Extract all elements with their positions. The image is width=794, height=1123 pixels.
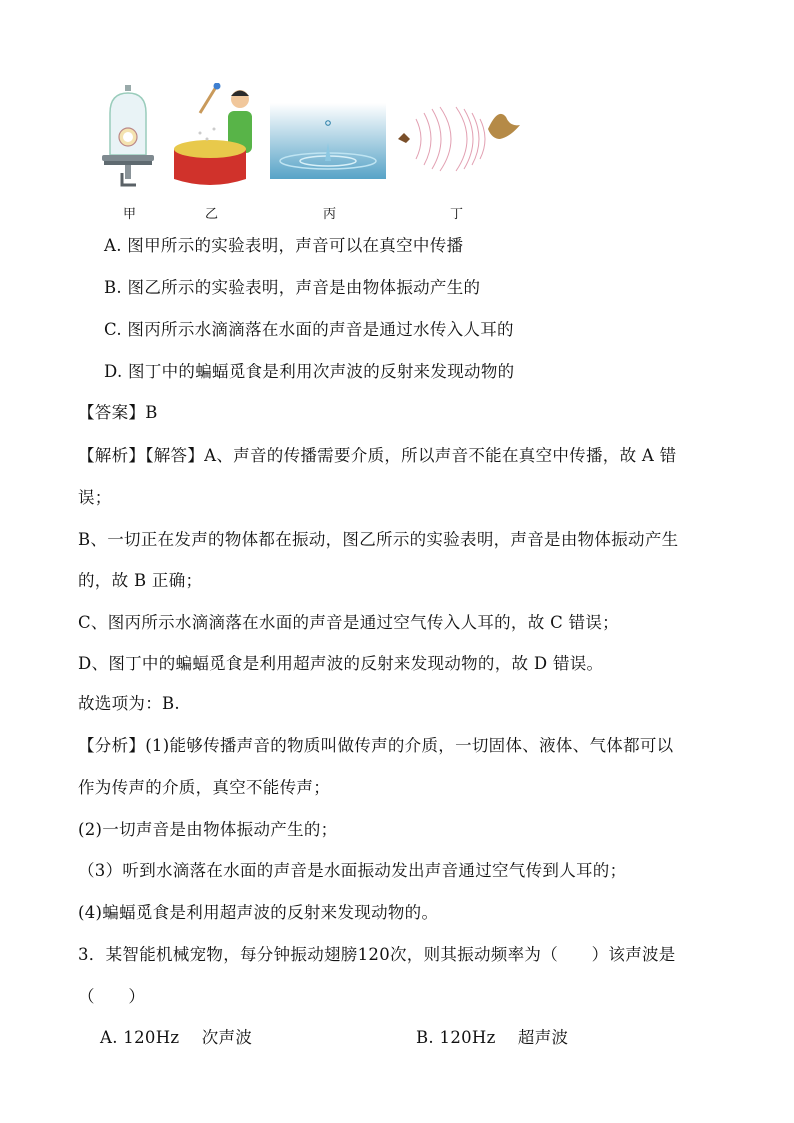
question-3-option-a: A. 120Hz 次声波	[100, 1028, 253, 1047]
caption-jia: 甲	[123, 207, 137, 222]
option-d: D. 图丁中的蝙蝠觅食是利用次声波的反射来发现动物的	[104, 362, 515, 381]
explanation-line: C、图丙所示水滴滴落在水面的声音是通过空气传入人耳的，故 C 错误；	[78, 613, 619, 632]
explanation-line: D、图丁中的蝙蝠觅食是利用超声波的反射来发现动物的，故 D 错误。	[78, 654, 604, 673]
analysis-line: (2)一切声音是由物体振动产生的；	[78, 820, 338, 839]
figure-bat-waves	[396, 103, 522, 175]
figure-bell-jar	[100, 85, 156, 190]
explanation-line: 【解析】【解答】A、声音的传播需要介质，所以声音不能在真空中传播，故 A 错	[78, 446, 677, 465]
question-3-option-b: B. 120Hz 超声波	[416, 1028, 569, 1047]
option-c: C. 图丙所示水滴滴落在水面的声音是通过水传入人耳的	[104, 320, 514, 339]
option-b: B. 图乙所示的实验表明，声音是由物体振动产生的	[104, 278, 481, 297]
explanation-line: B、一切正在发声的物体都在振动，图乙所示的实验表明，声音是由物体振动产生	[78, 530, 679, 549]
caption-yi: 乙	[205, 207, 219, 222]
caption-ding: 丁	[450, 207, 464, 222]
explanation-line: 的，故 B 正确；	[78, 571, 203, 590]
analysis-line: （3）听到水滴落在水面的声音是水面振动发出声音通过空气传到人耳的；	[78, 861, 627, 880]
answer: 【答案】B	[78, 403, 158, 422]
bat-icon	[398, 133, 410, 143]
figure-drum-boy	[170, 83, 262, 193]
bat-icon	[488, 114, 520, 139]
figure-water-drop	[270, 103, 386, 179]
analysis-line: (4)蝙蝠觅食是利用超声波的反射来发现动物的。	[78, 903, 439, 922]
caption-bing: 丙	[323, 207, 337, 222]
question-3-stem: 3．某智能机械宠物，每分钟振动翅膀120次，则其振动频率为（ ）该声波是	[78, 945, 676, 964]
explanation-line: 故选项为：B.	[78, 694, 180, 713]
explanation-line: 误；	[78, 488, 112, 507]
question-3-stem-blank: （ ）	[78, 987, 146, 1006]
option-a: A. 图甲所示的实验表明，声音可以在真空中传播	[104, 236, 464, 255]
analysis-line: 作为传声的介质，真空不能传声；	[78, 778, 330, 797]
analysis-line: 【分析】(1)能够传播声音的物质叫做传声的介质，一切固体、液体、气体都可以	[78, 736, 674, 755]
